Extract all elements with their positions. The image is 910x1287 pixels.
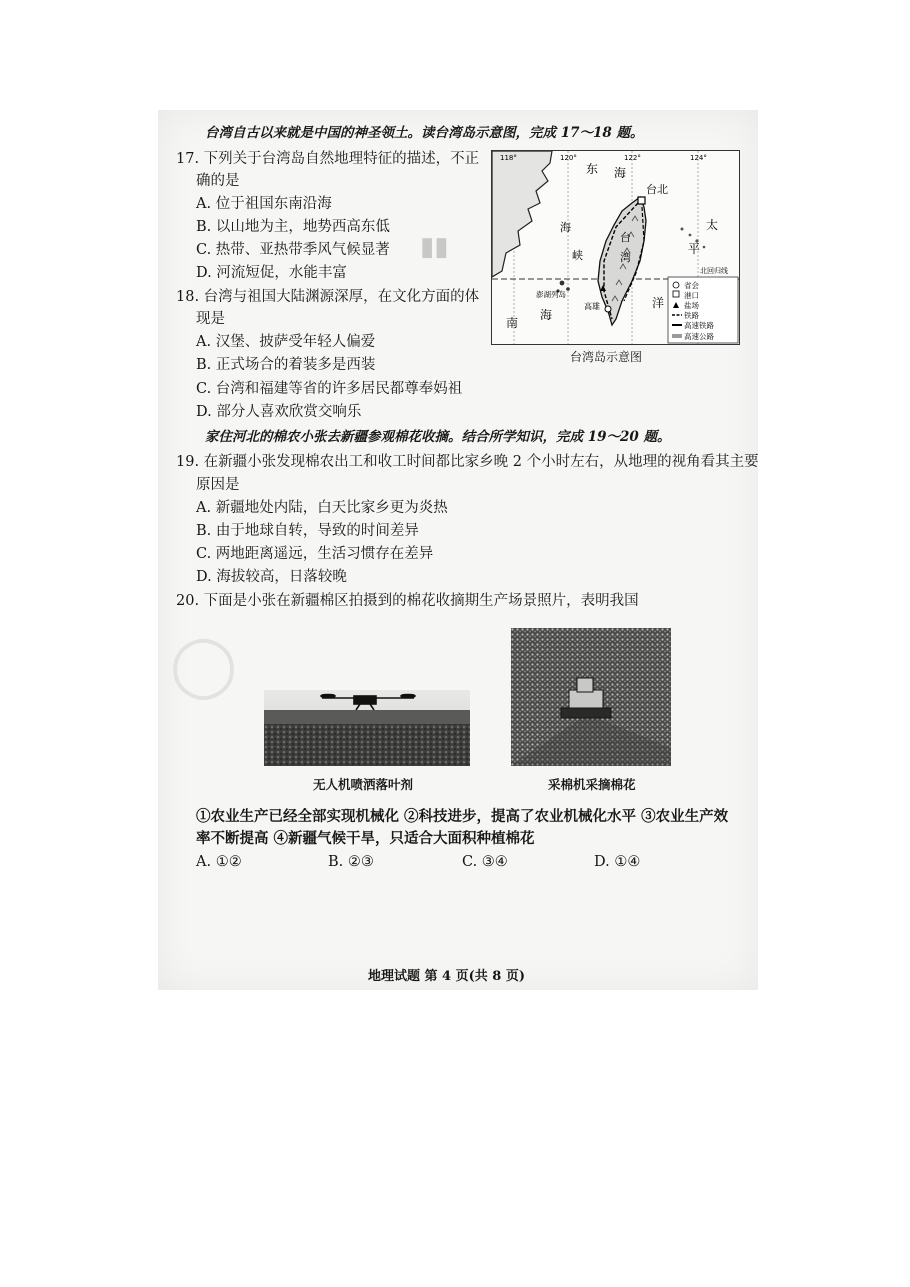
- label-taiwan-1: 台: [620, 231, 631, 244]
- taibei-marker: [638, 197, 645, 204]
- mainland-coast: [492, 151, 552, 277]
- q17-stem: 17. 下列关于台湾岛自然地理特征的描述，不正: [176, 151, 480, 167]
- q18-stem-cont: 现是: [196, 311, 225, 327]
- label-east-sea-1: 东: [586, 162, 599, 176]
- legend-highway: 高速公路: [684, 332, 714, 341]
- page-footer: 地理试题 第 4 页(共 8 页): [368, 969, 526, 984]
- label-pacific-1: 太: [706, 218, 719, 232]
- q17-option-d: D. 河流短促，水能丰富: [196, 265, 347, 281]
- q20-statements-cont: 率不断提高 ④新疆气候干旱，只适合大面积种植棉花: [196, 830, 535, 847]
- lon-120: 120°: [560, 154, 577, 162]
- q20-choice-b: B. ②③: [328, 854, 374, 870]
- q19-option-d: D. 海拔较高，日落较晚: [196, 569, 347, 585]
- bleed-through-mark: ◯: [170, 630, 238, 700]
- label-east-sea-2: 海: [614, 166, 627, 180]
- label-strait-1: 海: [560, 221, 571, 234]
- intro-19-20: 家住河北的棉农小张去新疆参观棉花收摘。结合所学知识，完成 19～20 题。: [205, 429, 671, 445]
- q19-option-c: C. 两地距离遥远，生活习惯存在差异: [196, 546, 434, 562]
- photo-drone-spraying: [264, 690, 470, 766]
- label-pacific-3: 洋: [652, 296, 665, 310]
- q20-statements: ①农业生产已经全部实现机械化 ②科技进步，提高了农业机械化水平 ③农业生产效: [196, 808, 729, 825]
- photo-drone-caption: 无人机喷洒落叶剂: [313, 777, 414, 792]
- q20-choice-a: A. ①②: [196, 854, 242, 870]
- q19-stem: 19. 在新疆小张发现棉农出工和收工时间都比家乡晚 2 个小时左右，从地理的视角看其主要: [176, 454, 759, 470]
- q18-option-d: D. 部分人喜欢欣赏交响乐: [196, 404, 362, 420]
- q17-stem-cont: 确的是: [196, 173, 240, 189]
- q17-option-b: B. 以山地为主，地势西高东低: [196, 219, 390, 235]
- bleed-through-mark: ▮▮: [420, 232, 449, 262]
- label-strait-2: 峡: [572, 249, 583, 262]
- lon-122: 122°: [624, 154, 641, 162]
- label-taibei: 台北: [646, 183, 668, 196]
- label-tropic: 北回归线: [700, 267, 728, 275]
- q20-stem: 20. 下面是小张在新疆棉区拍摄到的棉花收摘期生产场景照片，表明我国: [176, 593, 639, 609]
- label-south-sea-2: 海: [540, 308, 553, 322]
- q17-option-c: C. 热带、亚热带季风气候显著: [196, 242, 390, 258]
- legend-port: 港口: [684, 291, 699, 300]
- gaoxiong-marker: [605, 306, 611, 312]
- label-penghu: 澎湖列岛: [536, 290, 566, 299]
- photo-picker-caption: 采棉机采摘棉花: [548, 777, 636, 792]
- photo-cotton-picker: [511, 628, 671, 766]
- map-caption: 台湾岛示意图: [570, 350, 643, 364]
- legend-salt: 盐场: [684, 301, 699, 310]
- legend-capital: 省会: [684, 281, 699, 290]
- taiwan-map-drawing: [492, 151, 739, 344]
- label-south-sea-1: 南: [506, 316, 519, 330]
- label-taiwan-2: 湾: [620, 251, 631, 264]
- q19-option-a: A. 新疆地处内陆，白天比家乡更为炎热: [196, 500, 448, 516]
- q17-option-a: A. 位于祖国东南沿海: [196, 196, 332, 212]
- q20-choice-d: D. ①④: [594, 854, 641, 870]
- q20-choice-c: C. ③④: [462, 854, 508, 870]
- q19-stem-cont: 原因是: [196, 477, 240, 493]
- map-legend: [668, 277, 738, 343]
- legend-highspeed-rail: 高速铁路: [684, 321, 714, 330]
- q18-option-b: B. 正式场合的着装多是西装: [196, 357, 376, 373]
- intro-17-18: 台湾自古以来就是中国的神圣领土。读台湾岛示意图，完成 17～18 题。: [205, 125, 644, 141]
- lon-124: 124°: [690, 154, 707, 162]
- label-pacific-2: 平: [688, 242, 701, 256]
- q18-stem: 18. 台湾与祖国大陆渊源深厚，在文化方面的体: [176, 289, 480, 305]
- q18-option-c: C. 台湾和福建等省的许多居民都尊奉妈祖: [196, 381, 463, 397]
- legend-railway: 铁路: [684, 311, 699, 320]
- lon-118: 118°: [500, 154, 517, 162]
- taiwan-map: [491, 150, 740, 345]
- q19-option-b: B. 由于地球自转，导致的时间差异: [196, 523, 419, 539]
- q18-option-a: A. 汉堡、披萨受年轻人偏爱: [196, 334, 376, 350]
- label-gaoxiong: 高雄: [584, 302, 600, 311]
